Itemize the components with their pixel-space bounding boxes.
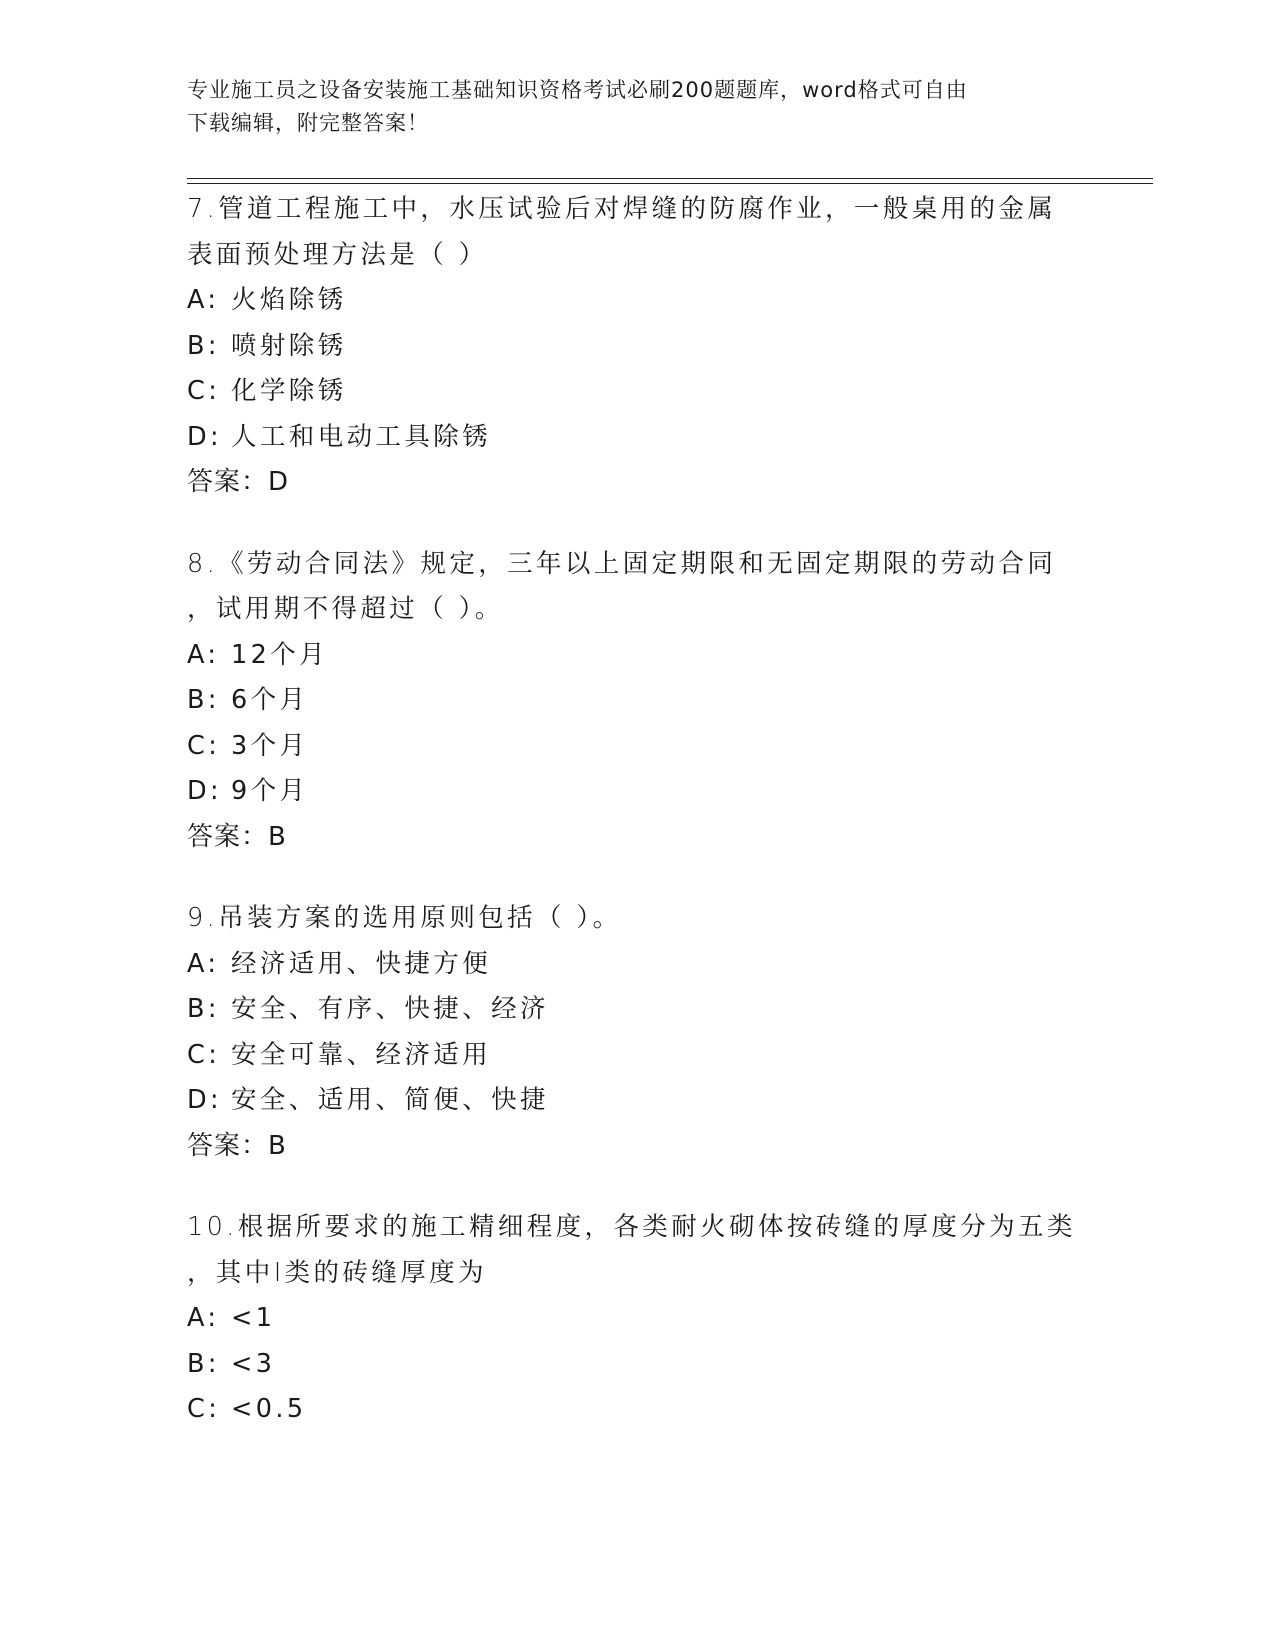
header-divider-bottom [187, 183, 1153, 184]
option-text: <0.5 [231, 1394, 307, 1424]
option-a [187, 278, 1087, 324]
option-b [187, 987, 1087, 1033]
option-c [187, 724, 1087, 770]
option-text: 化学除锈 [231, 376, 347, 406]
option-letter: A: [187, 948, 220, 979]
option-letter: D: [187, 421, 223, 452]
header-line-2: 下载编辑，附完整答案！ [187, 111, 429, 135]
option-letter: C: [187, 1394, 221, 1424]
option-letter: B: [187, 994, 220, 1024]
question-8 [187, 542, 1087, 861]
answer-line: 答案：B [187, 1130, 287, 1161]
question-stem-line-1: 7.管道工程施工中，水压试验后对焊缝的防腐作业，一般桌用的金属 [187, 194, 1057, 224]
option-letter: A: [187, 639, 220, 670]
option-c [187, 1033, 1087, 1079]
option-letter: B: [187, 1348, 220, 1379]
option-a [187, 633, 1087, 679]
option-text: 12个月 [231, 639, 329, 670]
question-stem-line-1: 10.根据所要求的施工精细程度，各类耐火砌体按砖缝的厚度分为五类 [187, 1212, 1076, 1242]
header-divider-top [187, 178, 1153, 179]
option-c [187, 1387, 1087, 1433]
option-b [187, 324, 1087, 370]
option-letter: D: [187, 776, 223, 806]
option-letter: C: [187, 1039, 221, 1070]
option-text: <3 [231, 1348, 276, 1379]
option-text: 安全可靠、经济适用 [231, 1039, 492, 1070]
option-text: 安全、适用、简便、快捷 [231, 1085, 549, 1115]
option-a [187, 1296, 1087, 1342]
answer-line: 答案：D [187, 467, 290, 497]
question-list [187, 187, 1087, 1469]
option-letter: A: [187, 1303, 220, 1333]
option-text: 人工和电动工具除锈 [231, 421, 492, 452]
option-letter: A: [187, 285, 220, 315]
question-stem-line-1: 9.吊装方案的选用原则包括（ ）。 [187, 903, 622, 933]
option-d [187, 1078, 1087, 1124]
option-a [187, 942, 1087, 988]
option-d [187, 769, 1087, 815]
option-d [187, 415, 1087, 461]
option-text: 3个月 [231, 730, 309, 761]
option-text: 火焰除锈 [231, 285, 347, 315]
option-text: 经济适用、快捷方便 [231, 948, 492, 979]
question-stem-line-2: ，其中Ⅰ类的砖缝厚度为 [187, 1257, 487, 1288]
option-letter: B: [187, 330, 220, 361]
option-c [187, 369, 1087, 415]
answer-line: 答案：B [187, 821, 287, 852]
question-10 [187, 1205, 1087, 1433]
option-letter: C: [187, 376, 221, 406]
question-7 [187, 187, 1087, 506]
option-b [187, 678, 1087, 724]
option-text: 9个月 [231, 776, 309, 806]
document-header [187, 74, 1087, 140]
option-letter: C: [187, 730, 221, 761]
option-text: 喷射除锈 [231, 330, 347, 361]
question-stem-line-1: 8.《劳动合同法》规定，三年以上固定期限和无固定期限的劳动合同 [187, 548, 1057, 579]
question-stem-line-2: 表面预处理方法是（ ） [187, 239, 488, 270]
option-text: <1 [231, 1303, 276, 1333]
question-9 [187, 896, 1087, 1169]
option-b [187, 1342, 1087, 1388]
option-text: 安全、有序、快捷、经济 [231, 994, 549, 1024]
question-stem-line-2: ，试用期不得超过（ ）。 [187, 594, 504, 624]
option-letter: B: [187, 685, 220, 715]
option-text: 6个月 [231, 685, 309, 715]
option-letter: D: [187, 1085, 223, 1115]
header-line-1: 专业施工员之设备安装施工基础知识资格考试必刷200题题库，word格式可自由 [187, 78, 968, 102]
